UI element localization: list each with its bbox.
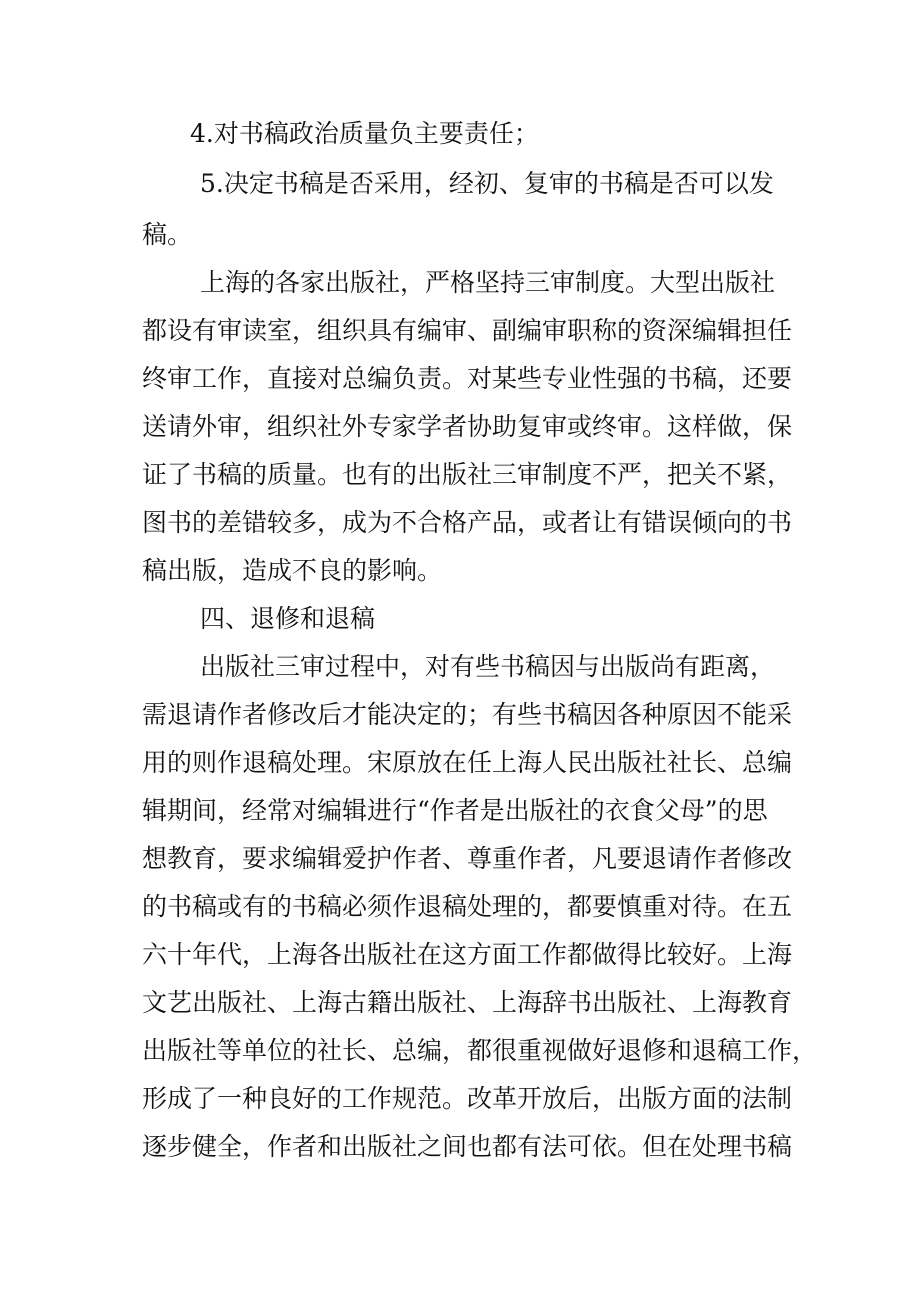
paragraph-line: 需退请作者修改后才能决定的；有些书稿因各种原因不能采 (142, 700, 793, 729)
paragraph-line: 想教育，要求编辑爱护作者、尊重作者，凡要退请作者修改 (142, 844, 793, 873)
paragraph-line: 出版社等单位的社长、总编，都很重视做好退修和退稿工作， (142, 1036, 818, 1065)
paragraph-line: 稿出版，造成不良的影响。 (142, 556, 443, 585)
paragraph-line: 形成了一种良好的工作规范。改革开放后，出版方面的法制 (142, 1084, 793, 1113)
paragraph-line: 出版社三审过程中，对有些书稿因与出版尚有距离， (200, 652, 776, 681)
paragraph-line: 图书的差错较多，成为不合格产品，或者让有错误倾向的书 (142, 508, 793, 537)
paragraph-line: 的书稿或有的书稿必须作退稿处理的，都要慎重对待。在五 (142, 892, 793, 921)
paragraph-line: 上海的各家出版社，严格坚持三审制度。大型出版社 (200, 268, 776, 297)
paragraph-line: 辑期间，经常对编辑进行“作者是出版社的衣食父母”的思 (142, 796, 768, 825)
paragraph-line: 用的则作退稿处理。宋原放在任上海人民出版社社长、总编 (142, 748, 793, 777)
paragraph-line: 送请外审，组织社外专家学者协助复审或终审。这样做，保 (142, 412, 793, 441)
list-item-4: 4.对书稿政治质量负主要责任； (190, 119, 539, 148)
paragraph-line: 文艺出版社、上海古籍出版社、上海辞书出版社、上海教育 (142, 988, 793, 1017)
paragraph-line: 逐步健全，作者和出版社之间也都有法可依。但在处理书稿 (142, 1132, 793, 1161)
paragraph-line: 终审工作，直接对总编负责。对某些专业性强的书稿，还要 (142, 364, 793, 393)
paragraph-line: 六十年代，上海各出版社在这方面工作都做得比较好。上海 (142, 940, 793, 969)
paragraph-line: 都设有审读室，组织具有编审、副编审职称的资深编辑担任 (142, 316, 793, 345)
section-heading: 四、退修和退稿 (200, 604, 376, 633)
list-item-5: 5.决定书稿是否采用，经初、复审的书稿是否可以发 (200, 169, 774, 198)
paragraph-line: 证了书稿的质量。也有的出版社三审制度不严，把关不紧， (142, 460, 793, 489)
text-line: 稿。 (142, 220, 193, 249)
